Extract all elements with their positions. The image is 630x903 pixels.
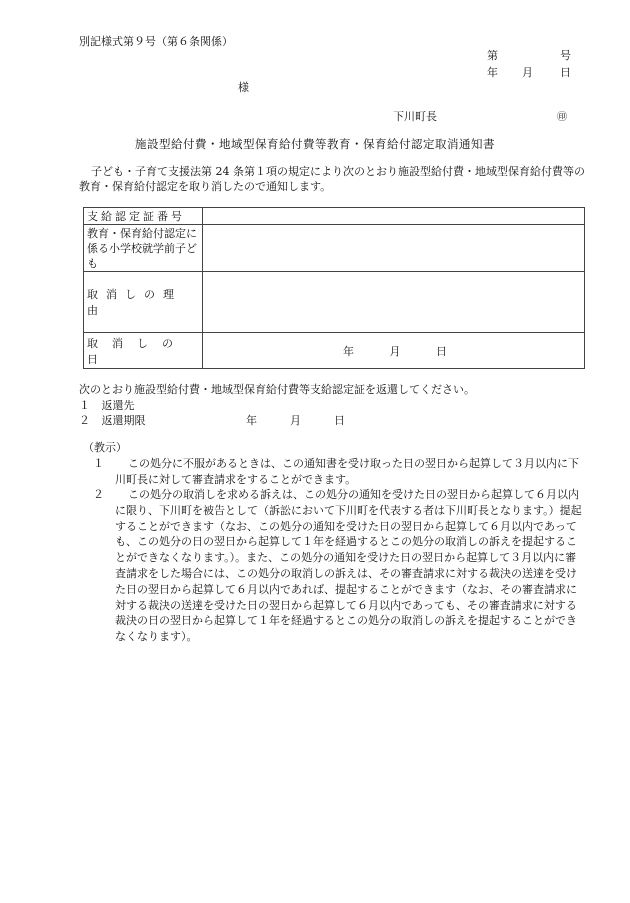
return-item-1-number: １ <box>79 399 90 412</box>
document-title: 施設型給付費・地域型保育給付費等教育・保育給付認定取消通知書 <box>135 137 495 151</box>
table-row <box>84 333 585 369</box>
return-destination-label: 返還先 <box>101 399 135 412</box>
cancellation-reason-label: 取消しの理由 <box>84 272 203 333</box>
certificate-number-label: 支給認定証番号 <box>84 208 203 225</box>
note-2-number: ２ <box>93 488 104 501</box>
return-deadline-year: 年 <box>246 414 257 427</box>
cancel-date-day: 日 <box>436 344 447 358</box>
note-2-text: この処分の取消しを求める訴えは、この処分の通知を受けた日の翌日から起算して６月以内に限り、下川町を被告として（訴訟において下川町を代表する者は下川町長となります。）提起することができます（なお、この処分の通知を受けた日の翌日から起算して６月以内であっても、この処分の日の翌日から起算して１年を経過するとこの処分の取消しの訴えを提起することができなくなります。）。また、この処分の通知を受けた日の翌日から起算して３月以内に審査請求をした場合には、この処分の取消しの訴えは、その審査請求に対する裁決の送達を受けた日の翌日から起算して６月以内であれば、提起することができます（なお、その審査請求に対する裁決の送達を受けた日の翌日から起算して６月以内であっても、その審査請求に対する裁決の日の翌日から起算して１年を経過するとこの処分の取消しの訴えを提起することができなくなります）。 <box>115 488 582 644</box>
note-item-1 <box>93 456 583 488</box>
doc-number-prefix: 第 <box>487 49 498 62</box>
cancellation-reason-value <box>203 272 585 333</box>
table-row <box>84 225 585 272</box>
date-month: 月 <box>522 66 533 79</box>
return-item-1 <box>79 397 135 413</box>
return-item-2 <box>79 412 146 428</box>
issuer: 下川町長 <box>393 110 437 123</box>
table-row <box>84 208 585 225</box>
note-item-2 <box>93 487 583 645</box>
seal-mark: ㊞ <box>557 112 567 123</box>
note-1-text: この処分に不服があるときは、この通知書を受け取った日の翌日から起算して３月以内に下川町長に対して審査請求をすることができます。 <box>115 457 579 486</box>
date-day: 日 <box>560 66 571 79</box>
cancel-date-month: 月 <box>389 344 401 358</box>
recipient-suffix: 様 <box>238 81 249 94</box>
cancel-date-year: 年 <box>343 344 354 358</box>
certificate-number-value <box>203 208 585 225</box>
form-label: 別記様式第９号（第６条関係） <box>79 35 233 48</box>
table-row <box>84 272 585 333</box>
cancellation-date-value <box>203 333 585 369</box>
child-value <box>203 225 585 272</box>
body-paragraph: 子ども・子育て支援法第 24 条第１項の規定により次のとおり施設型給付費・地域型保育給付費等の教育・保育給付認定を取り消したので通知します。 <box>79 165 585 193</box>
certification-table <box>83 207 585 369</box>
return-instruction: 次のとおり施設型給付費・地域型保育給付費等支給認定証を返還してください。 <box>79 383 475 396</box>
child-label: 教育・保育給付認定に係る小学校就学前子ども <box>84 225 203 272</box>
notes-heading: （教示） <box>83 441 127 454</box>
cancellation-date-label: 取消しの日 <box>84 333 203 369</box>
return-item-2-number: ２ <box>79 414 90 427</box>
note-1-number: １ <box>93 457 104 470</box>
date-year: 年 <box>487 66 498 79</box>
return-deadline-label: 返還期限 <box>101 414 146 427</box>
doc-number-suffix: 号 <box>560 49 571 62</box>
return-deadline-day: 日 <box>334 414 345 427</box>
return-deadline-month: 月 <box>290 414 301 427</box>
